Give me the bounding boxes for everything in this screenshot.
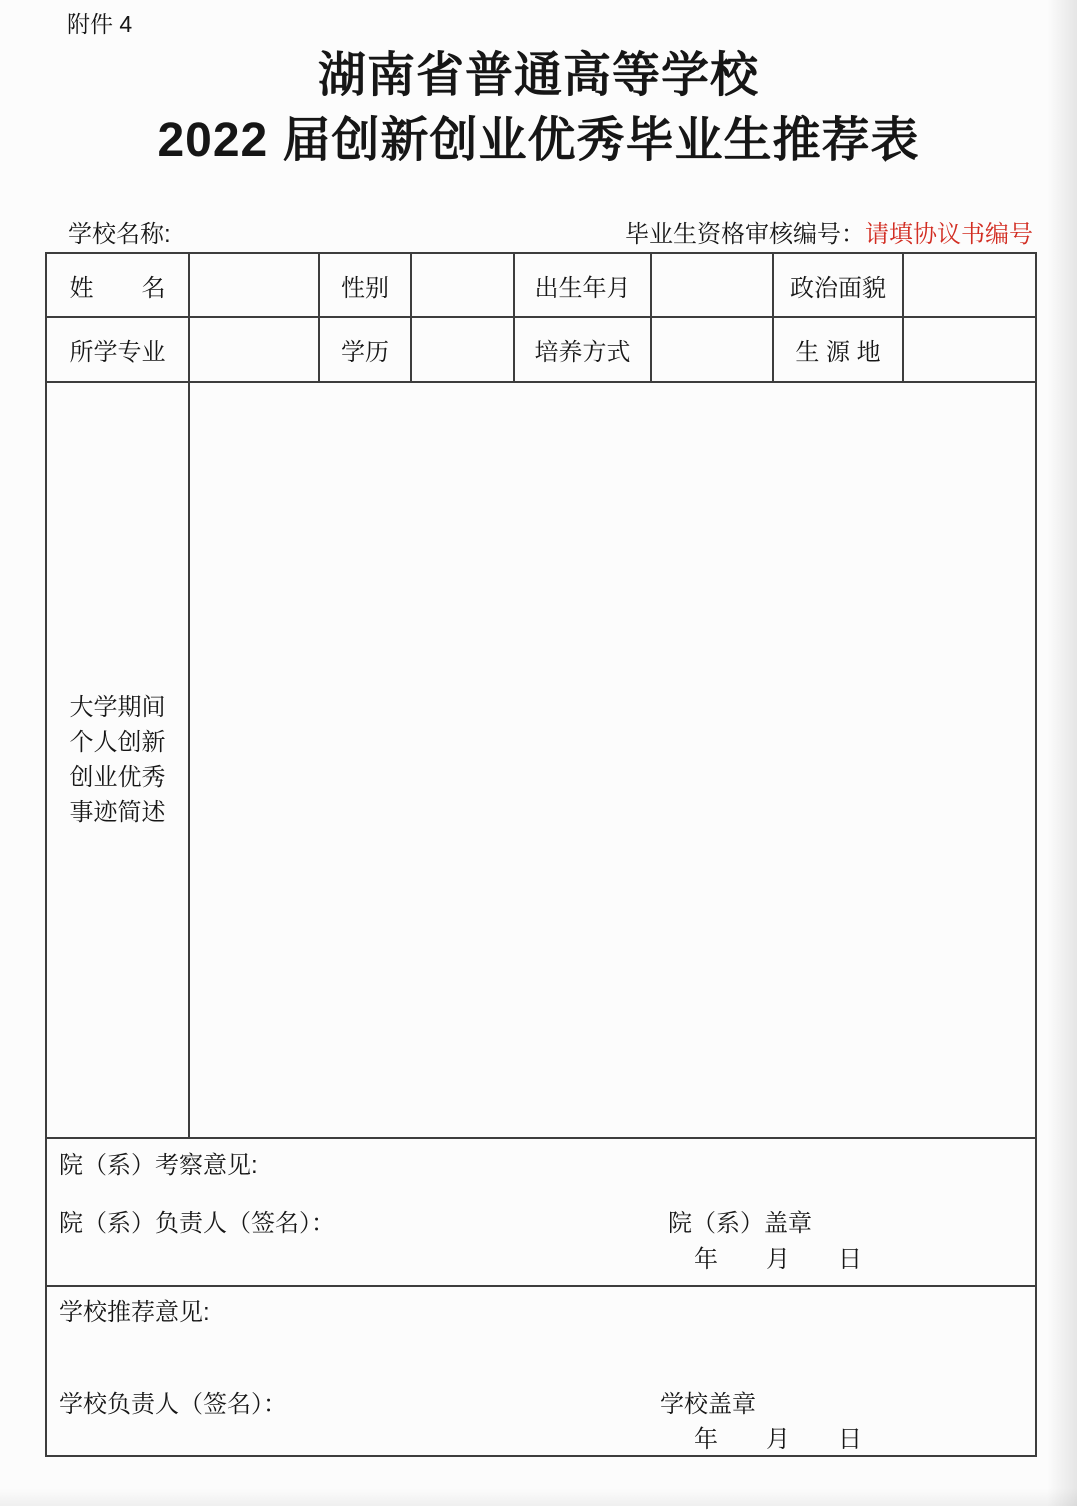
school-signature-label: 学校负责人（签名）：: [59, 1391, 287, 1418]
table-row: [46, 253, 1036, 317]
department-seal-label: 院（系）盖章: [668, 1210, 812, 1237]
birth-date-value-cell[interactable]: [651, 253, 773, 317]
department-signature-label: 院（系）负责人（签名）：: [59, 1210, 335, 1237]
name-value-cell[interactable]: [189, 253, 319, 317]
review-number-label: 毕业生资格审核编号：: [625, 221, 865, 248]
origin-place-value-cell[interactable]: [903, 317, 1036, 382]
education-level-label-cell: 学历: [319, 317, 411, 382]
education-level-value-cell[interactable]: [411, 317, 514, 382]
attachment-label: 附件 4: [67, 11, 133, 37]
deeds-label-line: 个人创新: [69, 729, 166, 756]
gender-value-cell[interactable]: [411, 253, 514, 317]
department-opinion-label: 院（系）考察意见:: [59, 1152, 258, 1179]
deeds-label-line: 创业优秀: [69, 764, 166, 791]
table-row: [46, 1138, 1036, 1286]
table-row: [46, 382, 1036, 1138]
table-row: [46, 1286, 1036, 1456]
training-mode-value-cell[interactable]: [651, 317, 773, 382]
school-opinion-section: [46, 1286, 1036, 1456]
deeds-label-line: 大学期间: [69, 694, 166, 721]
school-date-label: 年 月 日: [694, 1426, 862, 1453]
political-status-label-cell: 政治面貌: [773, 253, 903, 317]
meta-row: [45, 214, 1035, 249]
review-number-group: [625, 214, 1033, 249]
school-seal-label: 学校盖章: [660, 1391, 756, 1418]
department-date-label: 年 月 日: [694, 1246, 862, 1273]
origin-place-label-cell: 生 源 地: [773, 317, 903, 382]
gender-label-cell: 性别: [319, 253, 411, 317]
major-value-cell[interactable]: [189, 317, 319, 382]
review-number-hint: 请填协议书编号: [865, 221, 1033, 248]
name-label-cell: 姓 名: [46, 253, 189, 317]
department-opinion-section: [46, 1138, 1036, 1286]
school-opinion-label: 学校推荐意见:: [59, 1299, 210, 1326]
deeds-label-cell: [46, 382, 189, 1138]
political-status-value-cell[interactable]: [903, 253, 1036, 317]
form-title-line1: 湖南省普通高等学校: [317, 49, 759, 102]
school-name-label: 学校名称:: [68, 221, 171, 248]
major-label-cell: 所学专业: [46, 317, 189, 382]
deeds-content-cell[interactable]: [189, 382, 1036, 1138]
recommendation-table: [45, 252, 1037, 1457]
table-row: [46, 317, 1036, 382]
form-title-line2: 2022 届创新创业优秀毕业生推荐表: [157, 114, 920, 167]
birth-date-label-cell: 出生年月: [514, 253, 651, 317]
deeds-label-line: 事迹简述: [69, 799, 166, 826]
training-mode-label-cell: 培养方式: [514, 317, 651, 382]
